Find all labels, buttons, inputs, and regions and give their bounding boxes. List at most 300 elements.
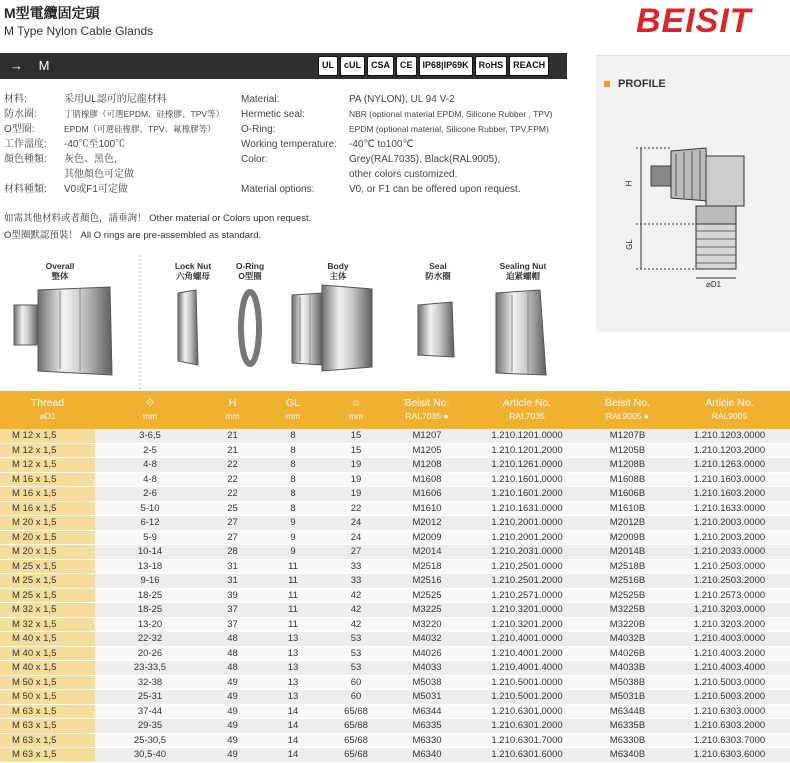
table-cell: M 40 x 1,5 (0, 646, 95, 661)
column-header (386, 391, 468, 429)
table-row (0, 429, 790, 443)
table-cell: M2012 (386, 516, 468, 531)
table-cell: M 40 x 1,5 (0, 632, 95, 647)
table-cell: 19 (326, 458, 386, 473)
spec-en-value: -40℃ to100℃ (349, 139, 414, 150)
table-cell: 65/68 (326, 719, 386, 734)
table-cell: M 16 x 1,5 (0, 501, 95, 516)
table-cell: 9 (260, 516, 326, 531)
table-cell: M2518B (586, 559, 669, 574)
table-cell: 32-38 (95, 675, 205, 690)
table-cell: 1.210.2501.0000 (468, 559, 586, 574)
table-cell: 1.210.1201.2000 (468, 443, 586, 458)
table-cell: M1606 (386, 487, 468, 502)
column-header (468, 391, 586, 429)
table-cell: 14 (260, 719, 326, 734)
table-cell: 1.210.2503.0000 (669, 559, 790, 574)
table-cell: 8 (260, 443, 326, 458)
reach-icon: REACH (509, 56, 549, 76)
table-cell: 10-14 (95, 545, 205, 560)
table-cell: 49 (205, 704, 260, 719)
page-subtitle: M Type Nylon Cable Glands (4, 24, 154, 38)
table-cell: M3220 (386, 617, 468, 632)
table-cell: M2525B (586, 588, 669, 603)
table-cell: 13 (260, 675, 326, 690)
table-cell: 1.210.6303.0000 (669, 704, 790, 719)
table-row (0, 617, 790, 632)
table-cell: M1205 (386, 443, 468, 458)
spec-en-label: Hermetic seal: (241, 109, 305, 120)
table-row (0, 646, 790, 661)
table-cell: 49 (205, 690, 260, 705)
column-header-unit: mm (348, 411, 364, 421)
table-cell: M1606B (586, 487, 669, 502)
table-row (0, 675, 790, 690)
table-cell: M 12 x 1,5 (0, 458, 95, 473)
table-cell: 11 (260, 603, 326, 618)
arrow-icon: → (10, 58, 23, 73)
table-row (0, 472, 790, 487)
table-cell: 60 (326, 690, 386, 705)
column-header-label: Article No. (502, 397, 552, 409)
table-cell: M 20 x 1,5 (0, 516, 95, 531)
table-cell: 1.210.1633.0000 (669, 501, 790, 516)
table-body (0, 429, 790, 762)
spec-en-value: PA (NYLON), UL 94 V-2 (349, 94, 455, 105)
table-cell: 1.210.2001.2000 (468, 530, 586, 545)
table-cell: 19 (326, 487, 386, 502)
table-cell: 33 (326, 559, 386, 574)
table-cell: 1.210.2003.2000 (669, 530, 790, 545)
column-header (669, 391, 790, 429)
spec-en-label: O-Ring: (241, 124, 276, 135)
table-cell: M 50 x 1,5 (0, 675, 95, 690)
table-cell: M 20 x 1,5 (0, 530, 95, 545)
table-cell: 37-44 (95, 704, 205, 719)
column-header-unit: RAL7035 (509, 411, 545, 421)
column-header (0, 391, 95, 429)
table-row (0, 559, 790, 574)
column-header (95, 391, 205, 429)
spec-cn-label: O型圈: (4, 124, 35, 135)
table-cell: 1.210.2003.0000 (669, 516, 790, 531)
table-cell: 24 (326, 516, 386, 531)
table-row (0, 632, 790, 647)
table-cell: 1.210.1601.2000 (468, 487, 586, 502)
series-label: M (38, 58, 50, 73)
part-label-body: Body 主体 (327, 261, 349, 281)
table-cell: 3-6,5 (95, 429, 205, 443)
table-cell: 65/68 (326, 733, 386, 748)
table-cell: 13-18 (95, 559, 205, 574)
table-row (0, 661, 790, 676)
ul-cert-icon: UL (318, 56, 338, 76)
spec-en-label: Color: (241, 154, 268, 165)
table-cell: 11 (260, 617, 326, 632)
table-cell: 1.210.6303.2000 (669, 719, 790, 734)
column-header-label: Article No. (705, 397, 754, 409)
table-cell: M6344B (586, 704, 669, 719)
table-row (0, 704, 790, 719)
table-cell: 2-6 (95, 487, 205, 502)
table-cell: 18-25 (95, 588, 205, 603)
table-cell: 48 (205, 661, 260, 676)
table-cell: M 12 x 1,5 (0, 443, 95, 458)
table-cell: 1.210.1601.0000 (468, 472, 586, 487)
table-cell: 42 (326, 603, 386, 618)
table-cell: M5031B (586, 690, 669, 705)
table-cell: 20-26 (95, 646, 205, 661)
table-cell: 1.210.1261.0000 (468, 458, 586, 473)
table-row (0, 487, 790, 502)
table-cell: 18-25 (95, 603, 205, 618)
table-cell: 1.210.3201.0000 (468, 603, 586, 618)
table-cell: M1205B (586, 443, 669, 458)
table-cell: 53 (326, 632, 386, 647)
table-cell: 1.210.4001.4000 (468, 661, 586, 676)
table-cell: 39 (205, 588, 260, 603)
profile-panel (596, 55, 790, 332)
table-row (0, 719, 790, 734)
table-cell: M4026B (586, 646, 669, 661)
spec-cn-value: EPDM（可選硅橡膠、TPV、氟橡膠等） (64, 124, 216, 134)
table-cell: 1.210.4003.4000 (669, 661, 790, 676)
table-cell: 1.210.4003.0000 (669, 632, 790, 647)
table-cell: 15 (326, 429, 386, 443)
column-header-label: Beisit No. (605, 397, 650, 409)
table-cell: 1.210.5001.0000 (468, 675, 586, 690)
table-cell: 60 (326, 675, 386, 690)
table-cell: 48 (205, 646, 260, 661)
table-cell: M3225 (386, 603, 468, 618)
column-header-label: H (228, 397, 237, 409)
table-cell: M2014 (386, 545, 468, 560)
column-header-unit: RAL9005 ● (606, 411, 649, 421)
table-cell: 1.210.1203.0000 (669, 429, 790, 443)
table-cell: M3225B (586, 603, 669, 618)
table-cell: 14 (260, 704, 326, 719)
table-cell: 1.210.2571.0000 (468, 588, 586, 603)
table-cell: M2518 (386, 559, 468, 574)
table-cell: M6330B (586, 733, 669, 748)
table-cell: 65/68 (326, 748, 386, 763)
table-cell: 1.210.1603.2000 (669, 487, 790, 502)
table-cell: 1.210.2001.0000 (468, 516, 586, 531)
table-cell: 4-8 (95, 472, 205, 487)
table-cell: 8 (260, 487, 326, 502)
table-row (0, 530, 790, 545)
spec-cn-value: 采用UL認可的尼龍材料 (64, 94, 167, 105)
table-cell: 25-31 (95, 690, 205, 705)
table-cell: M6335 (386, 719, 468, 734)
table-cell: M1608 (386, 472, 468, 487)
table-cell: M 63 x 1,5 (0, 733, 95, 748)
spec-cn-label: 顏色種類: (4, 154, 47, 165)
table-cell: 31 (205, 559, 260, 574)
table-cell: M4032 (386, 632, 468, 647)
table-row (0, 748, 790, 763)
table-cell: 22 (326, 501, 386, 516)
table-cell: M3220B (586, 617, 669, 632)
profile-drawing (596, 56, 790, 333)
table-cell: M1610 (386, 501, 468, 516)
table-cell: 1.210.6301.0000 (468, 704, 586, 719)
table-cell: M5038B (586, 675, 669, 690)
table-cell: 1.210.6301.7000 (468, 733, 586, 748)
product-table (0, 391, 790, 763)
table-cell: M 32 x 1,5 (0, 617, 95, 632)
table-cell: 5-9 (95, 530, 205, 545)
table-cell: M 16 x 1,5 (0, 472, 95, 487)
table-cell: 1.210.2031.0000 (468, 545, 586, 560)
spec-en-value: Grey(RAL7035), Black(RAL9005), (349, 154, 501, 165)
column-header-label: ⟐ (145, 397, 155, 409)
spec-cn-value: 其他顏色可定做 (64, 169, 134, 180)
ce-cert-icon: CE (396, 56, 417, 76)
table-cell: 1.210.1201.0000 (468, 429, 586, 443)
spec-cn-label: 材料: (4, 94, 27, 105)
table-cell: M4032B (586, 632, 669, 647)
table-cell: M2009 (386, 530, 468, 545)
table-cell: M 63 x 1,5 (0, 719, 95, 734)
spec-en-value: V0, or F1 can be offered upon request. (349, 184, 521, 195)
table-row (0, 501, 790, 516)
ip-rating-icon: IP68|IP69K (419, 56, 473, 76)
spec-en-label (241, 167, 351, 182)
parts-illustration (0, 255, 588, 390)
table-cell: 1.210.3203.0000 (669, 603, 790, 618)
table-cell: 8 (260, 458, 326, 473)
column-header-unit: mm (285, 411, 301, 421)
table-cell: 21 (205, 443, 260, 458)
table-cell: M6330 (386, 733, 468, 748)
table-cell: 4-8 (95, 458, 205, 473)
table-row (0, 733, 790, 748)
column-header-unit: mm (142, 411, 158, 421)
table-cell: 28 (205, 545, 260, 560)
csa-cert-icon: CSA (367, 56, 394, 76)
table-cell: M 32 x 1,5 (0, 603, 95, 618)
table-row (0, 588, 790, 603)
table-cell: 9 (260, 530, 326, 545)
dim-gl-label: GL (624, 239, 634, 250)
part-label-overall: Overall 整体 (45, 261, 75, 281)
table-cell: 27 (205, 516, 260, 531)
table-cell: 42 (326, 617, 386, 632)
table-cell: 23-33,5 (95, 661, 205, 676)
table-cell: 22 (205, 472, 260, 487)
table-cell: 22 (205, 458, 260, 473)
dim-d1-label: ⌀D1 (706, 280, 722, 289)
table-cell: M1207 (386, 429, 468, 443)
spec-en-value: NBR (optional material EPDM, Silicone Rubber , TPV) (349, 109, 553, 119)
table-cell: 31 (205, 574, 260, 589)
profile-heading: PROFILE (604, 78, 666, 90)
table-cell: 27 (205, 530, 260, 545)
table-cell: 1.210.5003.2000 (669, 690, 790, 705)
table-cell: 24 (326, 530, 386, 545)
part-label-sealingnut: Sealing Nut 迫紧螺帽 (499, 261, 547, 281)
spec-en-label: Material options: (241, 184, 315, 195)
table-cell: M4026 (386, 646, 468, 661)
table-cell: 1.210.5003.0000 (669, 675, 790, 690)
parts-drawing (0, 255, 588, 390)
table-cell: 1.210.4003.2000 (669, 646, 790, 661)
table-cell: 22-32 (95, 632, 205, 647)
table-cell: 49 (205, 748, 260, 763)
table-cell: M5031 (386, 690, 468, 705)
table-cell: M 12 x 1,5 (0, 429, 95, 443)
table-cell: M1207B (586, 429, 669, 443)
column-header-unit: ⌀D1 (39, 411, 56, 421)
spec-en-value: other colors customized. (349, 169, 458, 180)
table-cell: M2516B (586, 574, 669, 589)
table-cell: 37 (205, 603, 260, 618)
table-cell: 14 (260, 748, 326, 763)
table-cell: M 16 x 1,5 (0, 487, 95, 502)
table-cell: 30,5-40 (95, 748, 205, 763)
table-cell: 14 (260, 733, 326, 748)
table-cell: M1610B (586, 501, 669, 516)
table-cell: 6-12 (95, 516, 205, 531)
dim-h-label: H (624, 180, 634, 187)
table-cell: M2014B (586, 545, 669, 560)
table-cell: 1.210.6301.2000 (468, 719, 586, 734)
spec-en-values (349, 92, 594, 197)
table-cell: 1.210.2033.0000 (669, 545, 790, 560)
table-cell: M 63 x 1,5 (0, 748, 95, 763)
table-cell: 11 (260, 574, 326, 589)
table-cell: M2525 (386, 588, 468, 603)
table-cell: 48 (205, 632, 260, 647)
column-header-label: GL (285, 397, 300, 409)
table-row (0, 603, 790, 618)
column-header-label: ⍝ (352, 397, 360, 409)
table-cell: 1.210.1631.0000 (468, 501, 586, 516)
table-cell: 1.210.5001.2000 (468, 690, 586, 705)
table-cell: 8 (260, 472, 326, 487)
table-cell: 13-20 (95, 617, 205, 632)
spec-en-label: Material: (241, 94, 280, 105)
table-cell: 1.210.6303.6000 (669, 748, 790, 763)
table-cell: 1.210.2573.0000 (669, 588, 790, 603)
table-cell: 33 (326, 574, 386, 589)
table-cell: 1.210.6303.7000 (669, 733, 790, 748)
table-cell: 11 (260, 588, 326, 603)
table-cell: M4033 (386, 661, 468, 676)
table-cell: M 63 x 1,5 (0, 704, 95, 719)
table-cell: 5-10 (95, 501, 205, 516)
spec-cn-label: 防水圈: (4, 109, 37, 120)
table-cell: M 25 x 1,5 (0, 588, 95, 603)
note-orings: O型圈默認預裝！ All O rings are pre-assembled as standard. (4, 230, 262, 241)
table-cell: 25 (205, 501, 260, 516)
table-cell: M5038 (386, 675, 468, 690)
table-cell: 1.210.4001.0000 (468, 632, 586, 647)
table-cell: M2009B (586, 530, 669, 545)
table-cell: 49 (205, 733, 260, 748)
column-header-unit: mm (225, 411, 240, 421)
table-cell: 25-30,5 (95, 733, 205, 748)
table-row (0, 516, 790, 531)
table-cell: 8 (260, 501, 326, 516)
table-cell: 1.210.1263.0000 (669, 458, 790, 473)
spec-cn-values (64, 92, 244, 197)
table-cell: 13 (260, 646, 326, 661)
table-cell: 15 (326, 443, 386, 458)
cul-cert-icon: cUL (340, 56, 365, 76)
table-cell: 65/68 (326, 704, 386, 719)
table-cell: 37 (205, 617, 260, 632)
table-cell: 8 (260, 429, 326, 443)
table-cell: 2-5 (95, 443, 205, 458)
table-cell: M 50 x 1,5 (0, 690, 95, 705)
column-header (260, 391, 326, 429)
page-title: M型電纜固定頭 (4, 5, 100, 21)
rohs-icon: RoHS (475, 56, 508, 76)
certification-row (318, 56, 549, 76)
spec-cn-labels (4, 92, 66, 197)
table-cell: 13 (260, 632, 326, 647)
table-cell: M6340B (586, 748, 669, 763)
table-row (0, 574, 790, 589)
note-colors: 如需其他材料或者顏色，請垂詢！ Other material or Colors upon request. (4, 213, 312, 224)
table-cell: 9-16 (95, 574, 205, 589)
table-cell: M1208 (386, 458, 468, 473)
table-cell: 29-35 (95, 719, 205, 734)
part-label-locknut: Lock Nut 六角螺母 (174, 261, 212, 281)
table-cell: M6340 (386, 748, 468, 763)
table-cell: 1.210.2501.2000 (468, 574, 586, 589)
part-label-seal: Seal 防水圈 (425, 261, 451, 281)
column-header-label: Thread (30, 397, 65, 409)
table-cell: 1.210.2503.2000 (669, 574, 790, 589)
table-cell: 53 (326, 661, 386, 676)
table-cell: 42 (326, 588, 386, 603)
column-header (586, 391, 669, 429)
table-cell: M 25 x 1,5 (0, 574, 95, 589)
table-cell: 1.210.1203.2000 (669, 443, 790, 458)
table-cell: M1208B (586, 458, 669, 473)
table-cell: M6335B (586, 719, 669, 734)
spec-en-value: EPDM (optional material, Silicone Rubber, TPV,FPM) (349, 124, 549, 134)
table-cell: M4033B (586, 661, 669, 676)
table-cell: 49 (205, 719, 260, 734)
table-cell: 9 (260, 545, 326, 560)
table-cell: 11 (260, 559, 326, 574)
table-row (0, 545, 790, 560)
table-cell: 19 (326, 472, 386, 487)
column-header (326, 391, 386, 429)
table-cell: 1.210.4001.2000 (468, 646, 586, 661)
table-cell: 1.210.6301.6000 (468, 748, 586, 763)
table-cell: M1608B (586, 472, 669, 487)
table-row (0, 458, 790, 473)
table-cell: M 40 x 1,5 (0, 661, 95, 676)
brand-logo: BEISIT (636, 2, 752, 40)
spec-cn-value: 丁腈橡膠（可選EPDM、硅橡膠、TPV等） (64, 109, 225, 119)
table-cell: 1.210.3203.2000 (669, 617, 790, 632)
table-cell: M6344 (386, 704, 468, 719)
column-header-unit: RAL9005 (711, 411, 748, 421)
table-cell: 13 (260, 690, 326, 705)
table-cell: M 20 x 1,5 (0, 545, 95, 560)
table-cell: M2516 (386, 574, 468, 589)
table-cell: 13 (260, 661, 326, 676)
spec-en-label: Working temperature: (241, 139, 337, 150)
table-header-row (0, 391, 790, 429)
spec-cn-value: 灰色、黑色, (64, 154, 117, 165)
